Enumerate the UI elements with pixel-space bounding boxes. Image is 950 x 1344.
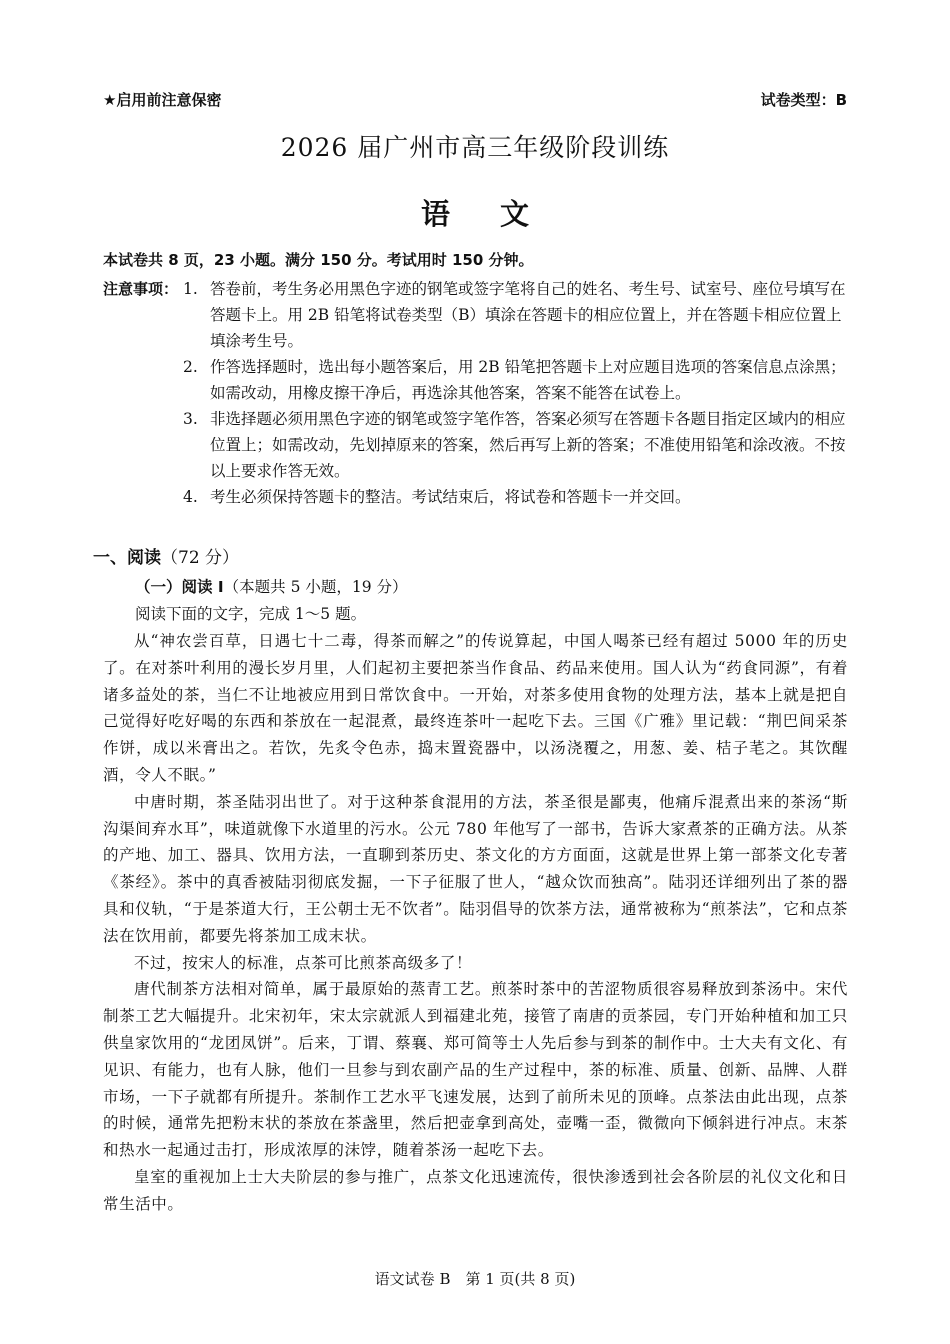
exam-info: 本试卷共 8 页，23 小题。满分 150 分。考试用时 150 分钟。 — [103, 251, 534, 269]
note-item — [103, 406, 848, 484]
passage-paragraph: 皇室的重视加上士大夫阶层的参与推广，点茶文化迅速流传，很快渗透到社会各阶层的礼仪文化和日常生活中。 — [103, 1167, 848, 1213]
section-score: （72 分） — [161, 548, 240, 568]
subsection-label: （一）阅读 Ⅰ — [135, 578, 224, 596]
section-heading — [93, 543, 239, 568]
confidential-label: ★启用前注意保密 — [103, 91, 222, 109]
subsection-detail: （本题共 5 小题，19 分） — [223, 578, 408, 596]
header-row — [103, 89, 847, 111]
section-title: 一、阅读 — [93, 548, 161, 568]
note-number: 4. — [183, 488, 198, 506]
note-number: 3. — [183, 410, 198, 428]
paper-type-label: 试卷类型：B — [760, 91, 847, 109]
note-item — [103, 484, 848, 510]
note-item — [103, 354, 848, 406]
note-number: 2. — [183, 358, 198, 376]
passage-paragraph: 中唐时期，茶圣陆羽出世了。对于这种茶食混用的方法，茶圣很是鄙夷，他痛斥混煮出来的茶汤“斯沟渠间弃水耳”，味道就像下水道里的污水。公元 780 年他写了一部书，告诉大家煮茶的正确方法。从茶的产地、加工、器具、饮用方法，一直聊到茶历史、茶文化的方方面面，这就是世界上第一部茶文化专著《茶经》。茶中的真香被陆羽彻底发掘，一下子征服了世人，“越众饮而独高”。陆羽还详细列出了茶的器具和仪轨，“于是茶道大行，王公朝士无不饮者”。陆羽倡导的饮茶方法，通常被称为“煎茶法”，它和点茶法在饮用前，都要先将茶加工成末状。 — [103, 792, 848, 945]
passage-paragraph: 不过，按宋人的标准，点茶可比煎茶高级多了！ — [134, 953, 473, 972]
notes-block — [103, 276, 848, 510]
subject-title: 语文 — [420, 197, 579, 231]
note-text: 答卷前，考生务必用黑色字迹的钢笔或签字笔将自己的姓名、考生号、试室号、座位号填写在答题卡上。用 2B 铅笔将试卷类型（B）填涂在答题卡的相应位置上，并在答题卡相应位置上填涂考生号。 — [210, 280, 846, 350]
note-text: 非选择题必须用黑色字迹的钢笔或签字笔作答，答案必须写在答题卡各题目指定区域内的相应位置上；如需改动，先划掉原来的答案，然后再写上新的答案；不准使用铅笔和涂改液。不按以上要求作答无效。 — [210, 410, 846, 480]
note-number: 1. — [183, 280, 198, 298]
note-item — [103, 276, 848, 354]
page-footer: 语文试卷 B 第 1 页(共 8 页) — [374, 1270, 576, 1288]
note-text: 作答选择题时，选出每小题答案后，用 2B 铅笔把答题卡上对应题目选项的答案信息点涂黑；如需改动，用橡皮擦干净后，再选涂其他答案，答案不能答在试卷上。 — [210, 358, 846, 402]
passage-paragraph: 从“神农尝百草，日遇七十二毒，得茶而解之”的传说算起，中国人喝茶已经有超过 5000 年的历史了。在对茶叶利用的漫长岁月里，人们起初主要把茶当作食品、药品来使用。国人认为“药食同源”，有着诸多益处的茶，当仁不让地被应用到日常饮食中。一开始，对茶多使用食物的处理方法，基本上就是把自己觉得好吃好喝的东西和茶放在一起混煮，最终连茶叶一起吃下去。三国《广雅》里记载：“荆巴间采茶作饼，成以米膏出之。若饮，先炙令色赤，捣末置瓷器中，以汤浇覆之，用葱、姜、桔子芼之。其饮醒酒，令人不眠。” — [103, 632, 848, 784]
passage-paragraph: 唐代制茶方法相对简单，属于最原始的蒸青工艺。煎茶时茶中的苦涩物质很容易释放到茶汤中。宋代制茶工艺大幅提升。北宋初年，宋太宗就派人到福建北苑，接管了南唐的贡茶园，专门开始种植和加工只供皇家饮用的“龙团凤饼”。后来，丁谓、蔡襄、郑可简等士人先后参与到茶的制作中。士大夫有文化、有见识、有能力，也有人脉，他们一旦参与到农副产品的生产过程中，茶的标准、质量、创新、品牌、人群市场，一下子就都有所提升。茶制作工艺水平飞速发展，达到了前所未见的顶峰。点茶法由此出现，点茶的时候，通常先把粉末状的茶放在茶盏里，然后把壶拿到高处，壶嘴一歪，微微向下倾斜进行冲点。末茶和热水一起通过击打，形成浓厚的沫饽，随着茶汤一起吃下去。 — [103, 980, 848, 1160]
reading-passage — [103, 628, 848, 1218]
exam-title: 2026 届广州市高三年级阶段训练 — [280, 133, 670, 162]
reading-instruction: 阅读下面的文字，完成 1～5 题。 — [135, 605, 367, 623]
note-text: 考生必须保持答题卡的整洁。考试结束后，将试卷和答题卡一并交回。 — [210, 488, 691, 506]
subsection-heading — [135, 575, 408, 597]
notes-label: 注意事项： — [103, 280, 179, 298]
